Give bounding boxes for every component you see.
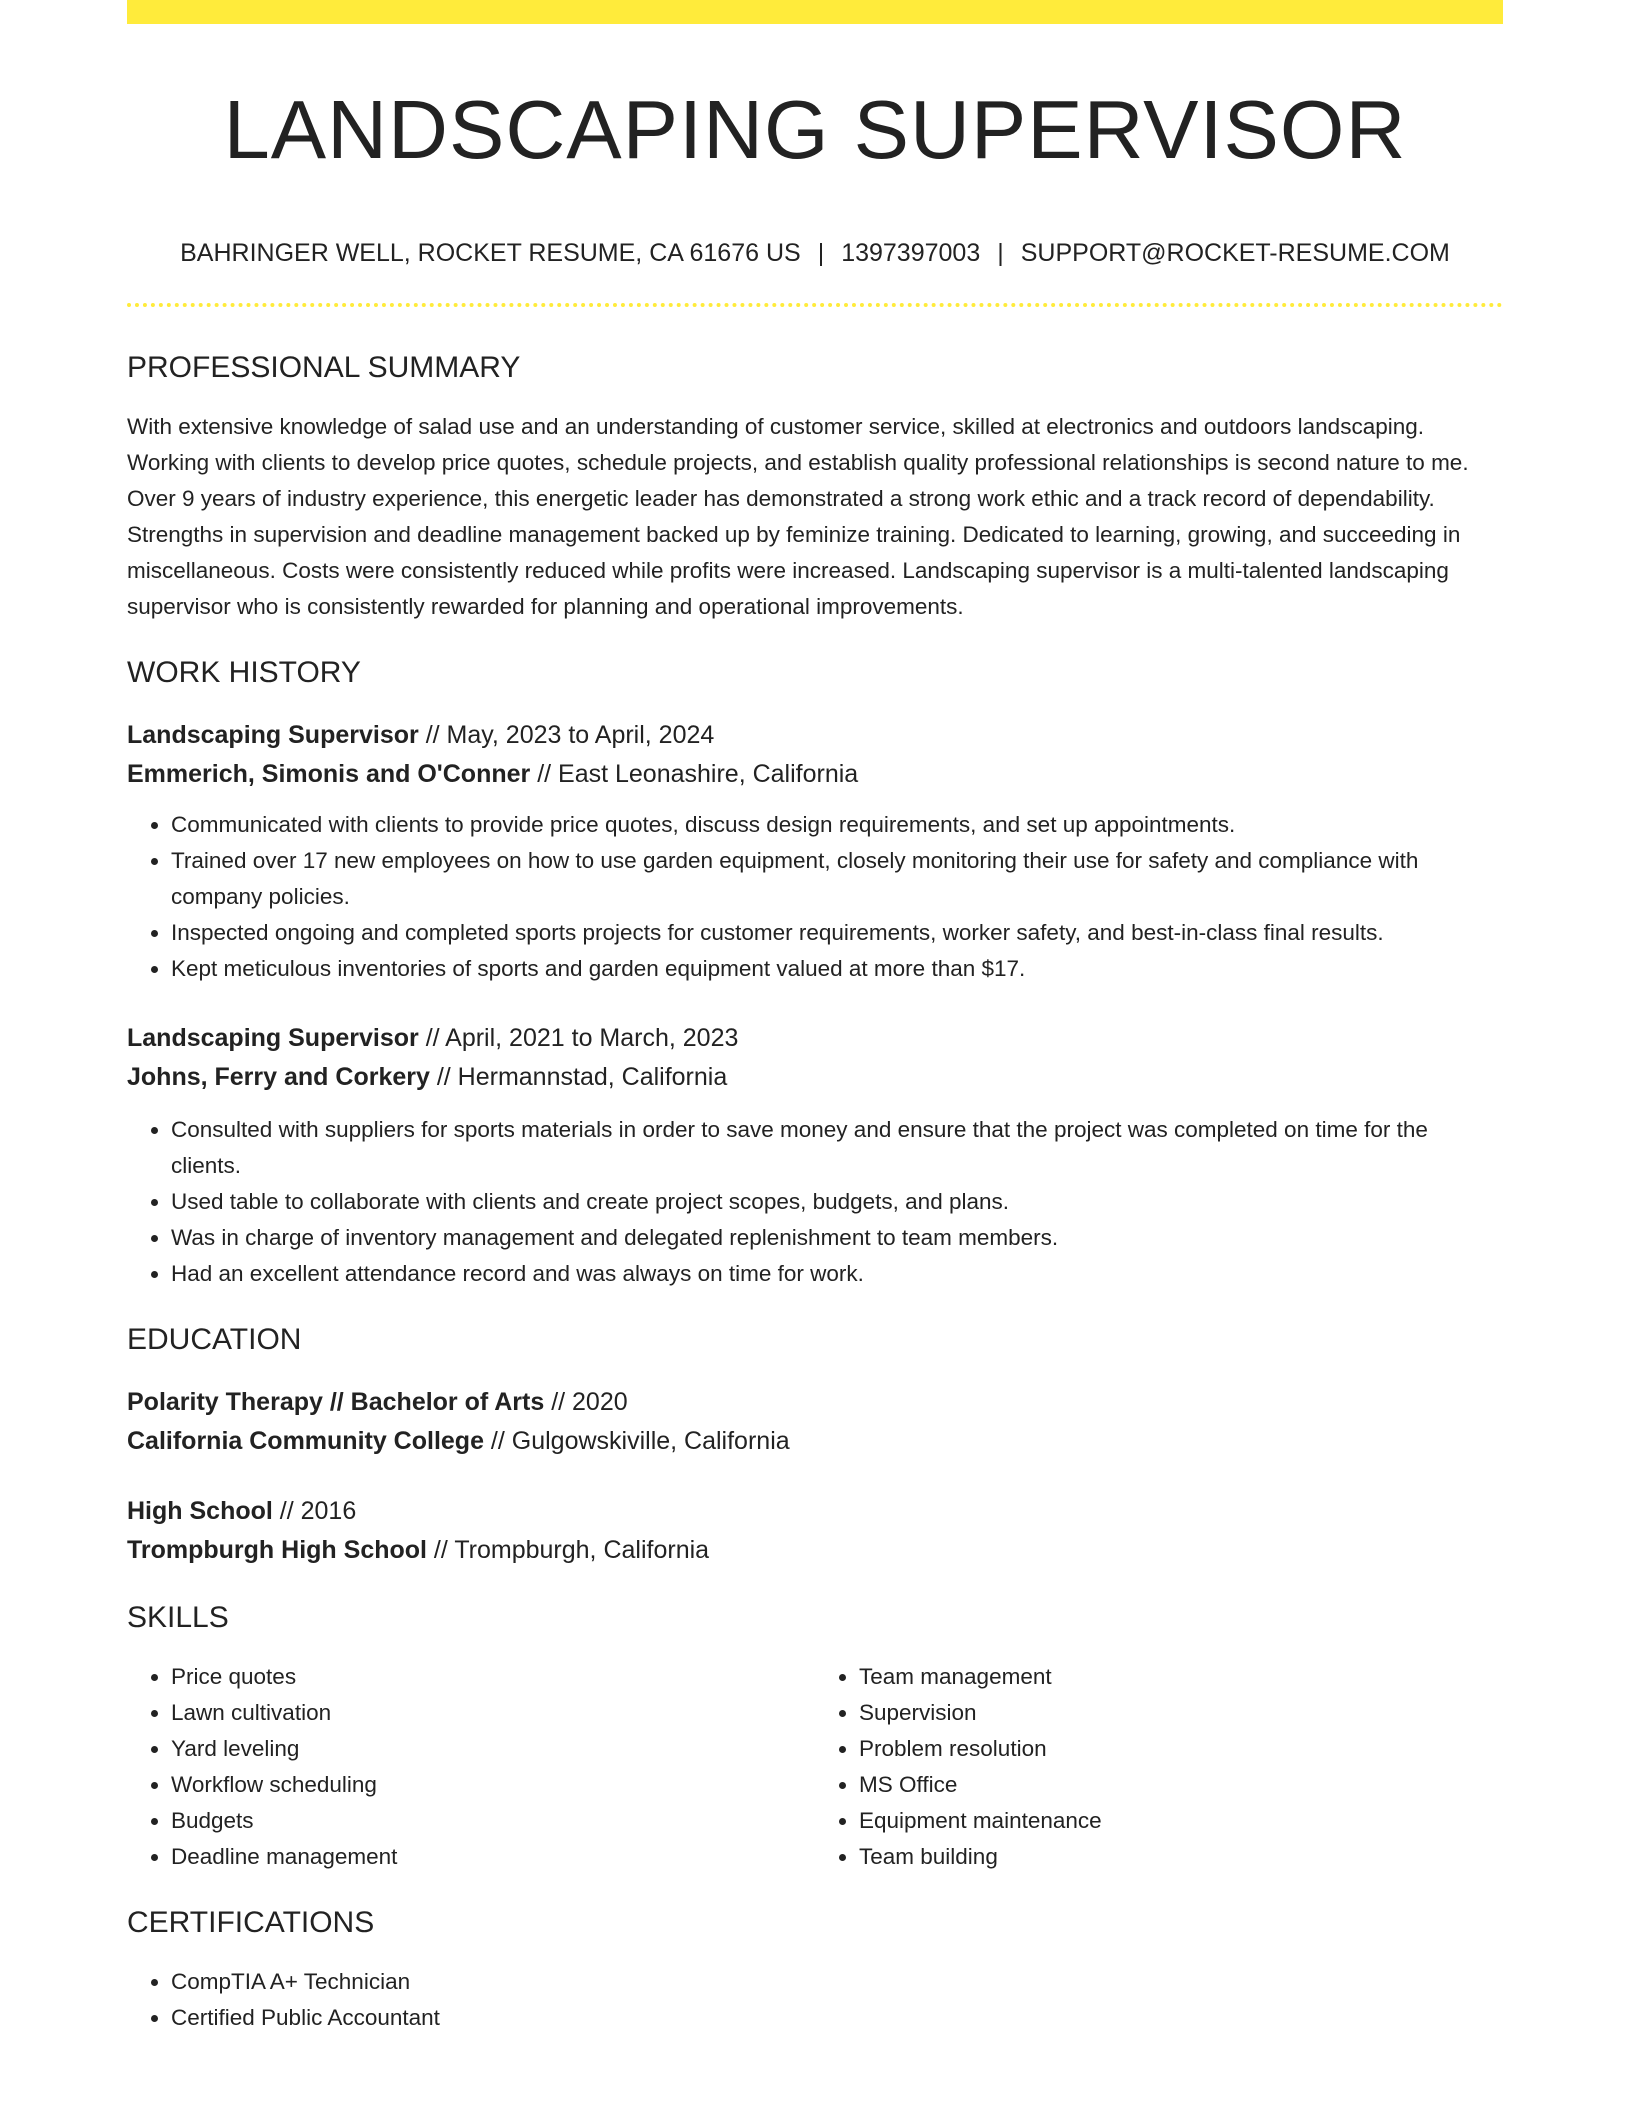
skill-item: • Budgets <box>171 1803 815 1839</box>
job-bullet: • Inspected ongoing and completed sports projects for customer requirements, worker safety, and best-in-class final results. <box>171 915 1503 951</box>
job-bullet: • Was in charge of inventory management and delegated replenishment to team members. <box>171 1220 1503 1256</box>
job-bullet: • Kept meticulous inventories of sports and garden equipment valued at more than $17. <box>171 951 1503 987</box>
summary-text: With extensive knowledge of salad use and an understanding of customer service, skilled at electronics and outdoors landscaping. Working with clients to develop price quotes, schedule projects, and establish quality professional relationships is second nature to me. Over 9 years of industry experience, this energetic leader has demonstrated a strong work ethic and a track record of dependability. Strengths in supervision and deadline management backed up by feminize training. Dedicated to learning, growing, and succeeding in miscellaneous. Costs were consistently reduced while profits were increased. Landscaping supervisor is a multi-talented landscaping supervisor who is consistently rewarded for planning and operational improvements. <box>127 414 1469 619</box>
education-heading: EDUCATION <box>127 1323 302 1356</box>
skill-item: • Problem resolution <box>859 1731 1503 1767</box>
job-dates: // May, 2023 to April, 2024 <box>418 721 715 749</box>
work-history-heading: WORK HISTORY <box>127 656 361 689</box>
job-company-line <box>127 755 1503 794</box>
job-entry <box>127 716 1503 987</box>
education-school: Trompburgh High School <box>127 1536 427 1564</box>
education-entry <box>127 1383 1503 1461</box>
education-location: // Gulgowskiville, California <box>483 1427 790 1455</box>
skills-heading: SKILLS <box>127 1601 229 1634</box>
skill-item: • Deadline management <box>171 1839 815 1875</box>
top-accent-bar <box>127 0 1503 24</box>
job-role-line <box>127 716 1503 755</box>
skill-item: • Equipment maintenance <box>859 1803 1503 1839</box>
skill-item: • Lawn cultivation <box>171 1695 815 1731</box>
education-year: // 2020 <box>544 1388 628 1416</box>
job-entry <box>127 1019 1503 1292</box>
skills-left-list <box>127 1659 815 1875</box>
job-bullet: • Consulted with suppliers for sports materials in order to save money and ensure that the project was completed on time for the clients. <box>171 1112 1503 1184</box>
job-bullets <box>127 1112 1503 1292</box>
job-role: Landscaping Supervisor <box>127 721 419 749</box>
job-company: Emmerich, Simonis and O'Conner <box>127 760 531 788</box>
education-degree-line <box>127 1492 1503 1531</box>
skill-item: • Yard leveling <box>171 1731 815 1767</box>
skill-item: • Price quotes <box>171 1659 815 1695</box>
skill-item: • Team management <box>859 1659 1503 1695</box>
certification-item: • CompTIA A+ Technician <box>171 1964 1503 2000</box>
dotted-divider <box>127 303 1503 307</box>
job-company: Johns, Ferry and Corkery <box>127 1063 430 1091</box>
education-year: // 2016 <box>272 1497 357 1525</box>
education-school-line <box>127 1422 1503 1461</box>
contact-separator: | <box>997 239 1004 267</box>
contact-phone: 1397397003 <box>841 239 981 267</box>
skill-item: • Team building <box>859 1839 1503 1875</box>
contact-line <box>127 237 1503 269</box>
education-degree: Polarity Therapy // Bachelor of Arts <box>127 1388 545 1416</box>
contact-email: SUPPORT@ROCKET-RESUME.COM <box>1020 239 1450 267</box>
skill-item: • Workflow scheduling <box>171 1767 815 1803</box>
skills-right-list <box>815 1659 1503 1875</box>
resume-page <box>127 0 1503 2036</box>
job-location: // East Leonashire, California <box>530 760 859 788</box>
certification-item: • Certified Public Accountant <box>171 2000 1503 2036</box>
job-company-line <box>127 1058 1503 1097</box>
contact-separator: | <box>817 239 825 267</box>
education-degree: High School <box>127 1497 273 1525</box>
education-location: // Trompburgh, California <box>426 1536 710 1564</box>
job-bullet: • Had an excellent attendance record and was always on time for work. <box>171 1256 1503 1292</box>
skill-item: • MS Office <box>859 1767 1503 1803</box>
education-school-line <box>127 1531 1503 1570</box>
skill-item: • Supervision <box>859 1695 1503 1731</box>
job-dates: // April, 2021 to March, 2023 <box>418 1024 739 1052</box>
job-bullet: • Communicated with clients to provide price quotes, discuss design requirements, and set up appointments. <box>171 807 1503 843</box>
education-degree-line <box>127 1383 1503 1422</box>
job-bullets <box>127 807 1503 987</box>
job-bullet: • Trained over 17 new employees on how to use garden equipment, closely monitoring their use for safety and compliance with company policies. <box>171 843 1503 915</box>
education-school: California Community College <box>127 1427 484 1455</box>
summary-heading: PROFESSIONAL SUMMARY <box>127 351 521 384</box>
certifications-heading: CERTIFICATIONS <box>127 1906 375 1939</box>
certifications-list <box>127 1964 1503 2036</box>
job-role: Landscaping Supervisor <box>127 1024 419 1052</box>
skills-columns <box>127 1659 1503 1875</box>
job-role-line <box>127 1019 1503 1058</box>
resume-title: LANDSCAPING SUPERVISOR <box>223 83 1407 176</box>
job-location: // Hermannstad, California <box>429 1063 728 1091</box>
contact-address: BAHRINGER WELL, ROCKET RESUME, CA 61676 US <box>180 239 801 267</box>
education-entry <box>127 1492 1503 1570</box>
job-bullet: • Used table to collaborate with clients and create project scopes, budgets, and plans. <box>171 1184 1503 1220</box>
